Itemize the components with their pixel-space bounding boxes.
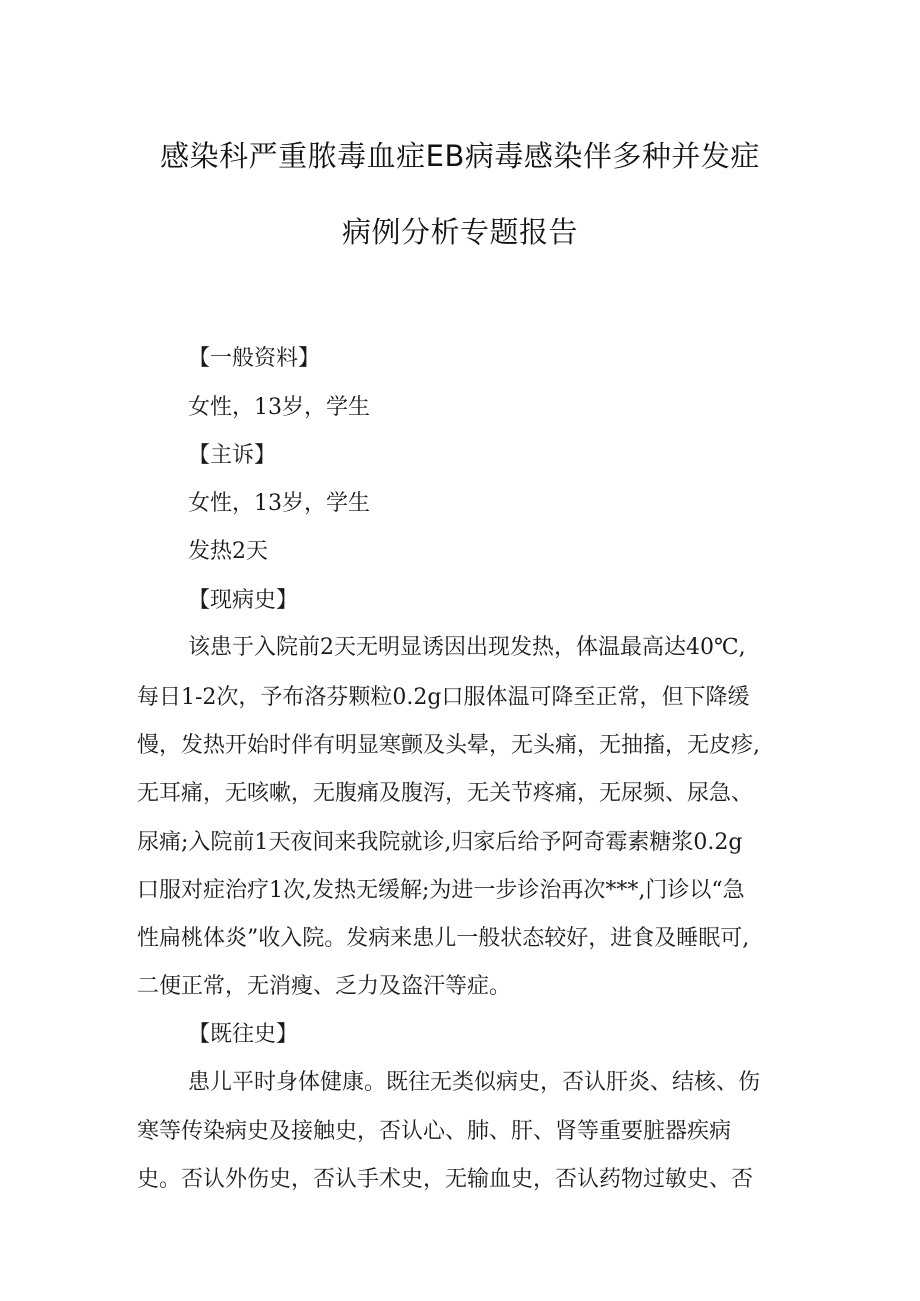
general-info-text: 女性，13岁，学生 — [188, 395, 370, 420]
past-history-line: 患儿平时身体健康。既往无类似病史，否认肝炎、结核、伤 — [188, 1070, 761, 1095]
section-heading-complaint: 【主诉】 — [188, 443, 277, 468]
present-illness-line: 性扁桃体炎”收入院。发病来患儿一般状态较好，进食及睡眠可, — [137, 926, 750, 951]
present-illness-line: 每日1-2次，予布洛芬颗粒0.2g口服体温可降至正常，但下降缓 — [137, 685, 750, 710]
past-history-line: 寒等传染病史及接触史，否认心、肺、肝、肾等重要脏器疾病 — [137, 1119, 732, 1144]
complaint-text-1: 女性，13岁，学生 — [188, 491, 370, 516]
present-illness-line: 尿痛;入院前1天夜间来我院就诊,归家后给予阿奇霉素糖浆0.2g — [137, 830, 743, 855]
present-illness-line: 无耳痛，无咳嗽，无腹痛及腹泻，无关节疼痛，无尿频、尿急、 — [137, 781, 754, 806]
document-title-line-2: 病例分析专题报告 — [341, 215, 578, 249]
present-illness-line: 慢，发热开始时伴有明显寒颤及头晕，无头痛，无抽搐，无皮疹, — [137, 733, 760, 758]
present-illness-line: 二便正常，无消瘦、乏力及盗汗等症。 — [137, 974, 512, 999]
section-heading-general: 【一般资料】 — [188, 346, 321, 371]
section-heading-present-illness: 【现病史】 — [188, 588, 299, 613]
present-illness-line: 口服对症治疗1次,发热无缓解;为进一步诊治再次***,门诊以“急 — [137, 878, 745, 903]
document-title-line-1: 感染科严重脓毒血症EB病毒感染伴多种并发症 — [160, 139, 760, 173]
present-illness-line: 该患于入院前2天无明显诱因出现发热，体温最高达40℃, — [188, 635, 746, 660]
section-heading-past-history: 【既往史】 — [188, 1022, 299, 1047]
complaint-text-2: 发热2天 — [188, 539, 268, 564]
past-history-line: 史。否认外伤史，否认手术史，无输血史，否认药物过敏史、否 — [137, 1167, 754, 1192]
